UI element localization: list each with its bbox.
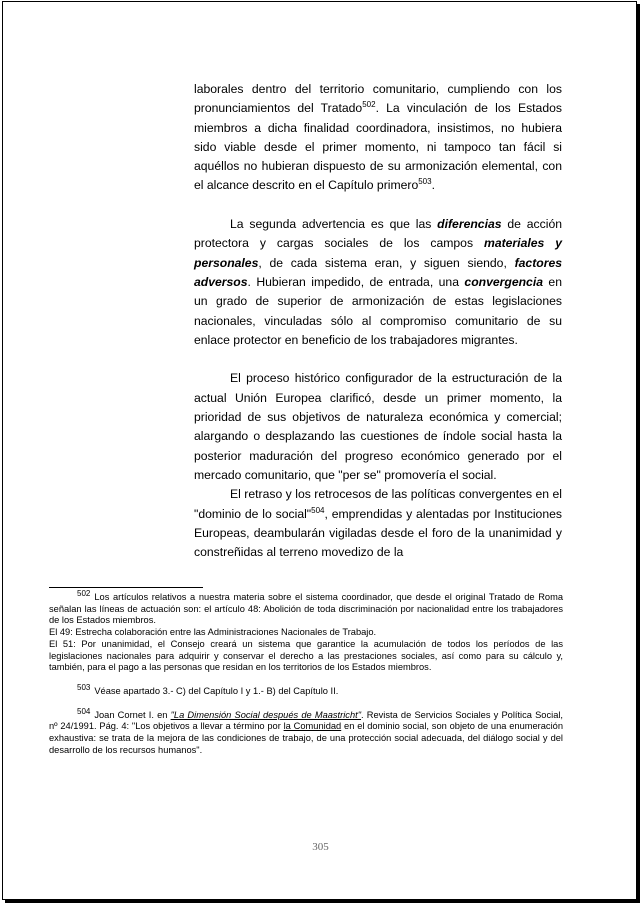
footnote-separator xyxy=(49,587,203,588)
footnote-503: 503 Véase apartado 3.- C) del Capítulo I y 1.- B) del Capítulo II. xyxy=(77,682,339,696)
underlined-phrase: la Comunidad xyxy=(283,721,342,732)
footnote-ref-503[interactable]: 503 xyxy=(418,177,432,187)
cited-title: "La Dimensión Social después de Maastricht" xyxy=(170,709,362,720)
footnotes xyxy=(49,588,564,756)
emphasis-convergencia: convergencia xyxy=(464,274,543,289)
emphasis-factores: factores adversos xyxy=(194,255,562,289)
paragraph-3: El proceso histórico configurador de la estructuración de la actual Unión Europea clarificó, desde un primer momento, la prioridad de sus objetivos de naturaleza económica y comercial; alargando o desplazando las cuestiones de índole social hasta la posterior maduración del progreso económico generado por el mercado comunitario, que "per se" promovería el social. xyxy=(194,371,562,482)
paragraph-1: laborales dentro del territorio comunitario, cumpliendo con los pronunciamientos del Tratado$^{502}$. La vinculación de los Estados miembros a dicha finalidad coordinadora, insistimos, no hubiera sido viable desde el primer momento, ni tampoco tan fácil si aquéllos no hubieran dispuesto de su armonización elemental, con el alcance descrito en el Capítulo primero$^{503}$. xyxy=(194,82,562,193)
footnote-ref-504[interactable]: 504 xyxy=(311,505,325,515)
body-text xyxy=(194,80,562,562)
emphasis-diferencias: diferencias xyxy=(437,217,502,232)
footnote-502-line3: El 51: Por unanimidad, el Consejo creará un sistema que garantice la acumulación de todos los períodos de las legislaciones nacionales para adquirir y conservar el derecho a las prestaciones sociales, así como para su cálculo y, también, para el pago a las personas que residan en los territorios de los Estados miembros. xyxy=(49,638,563,673)
footnote-504: 504 Joan Cornet I. en "La Dimensión Social después de Maastricht". Revista de Servicios Sociales y Política Social, nº 24/1991. Pág. 4: "Los objetivos a llevar a término por la Comunidad en el dominio social, son objeto de una enumeración exhaustiva: se trata de la mejora de las condiciones de trabajo, de una protección social adecuada, del diálogo social y del desarrollo de los recursos humanos". xyxy=(49,706,564,755)
paragraph-4: El retraso y los retrocesos de las políticas convergentes en el "dominio de lo social"$^{504}$, emprendidas y alentadas por Instituciones Europeas, deambularán vigiladas desde el foro de la unanimidad y constreñidas al terreno movedizo de la xyxy=(194,487,562,560)
footnote-502: 502 Los artículos relativos a nuestra materia sobre el sistema coordinador, que desde el original Tratado de Roma señalan las líneas de actuación son: el artículo 48: Abolición de toda discriminación por nacionalidad entre los trabajadores de los Estados miembros. xyxy=(49,588,563,626)
paragraph-2: La segunda advertencia es que las diferencias de acción protectora y cargas sociales de los campos materiales y personales, de cada sistema eran, y siguen siendo, factores adversos. Hubieran impedido, de entrada, una convergencia en un grado de superior de armonización de estas legislaciones nacionales, vinculadas sólo al compromiso comunitario de su enlace protector en beneficio de los trabajadores migrantes. xyxy=(194,217,563,347)
page-number: 305 xyxy=(312,841,329,853)
footnote-ref-502[interactable]: 502 xyxy=(362,100,376,110)
footnote-502-line2: El 49: Estrecha colaboración entre las Administraciones Nacionales de Trabajo. xyxy=(49,627,377,638)
emphasis-materiales: materiales y personales xyxy=(194,236,563,270)
